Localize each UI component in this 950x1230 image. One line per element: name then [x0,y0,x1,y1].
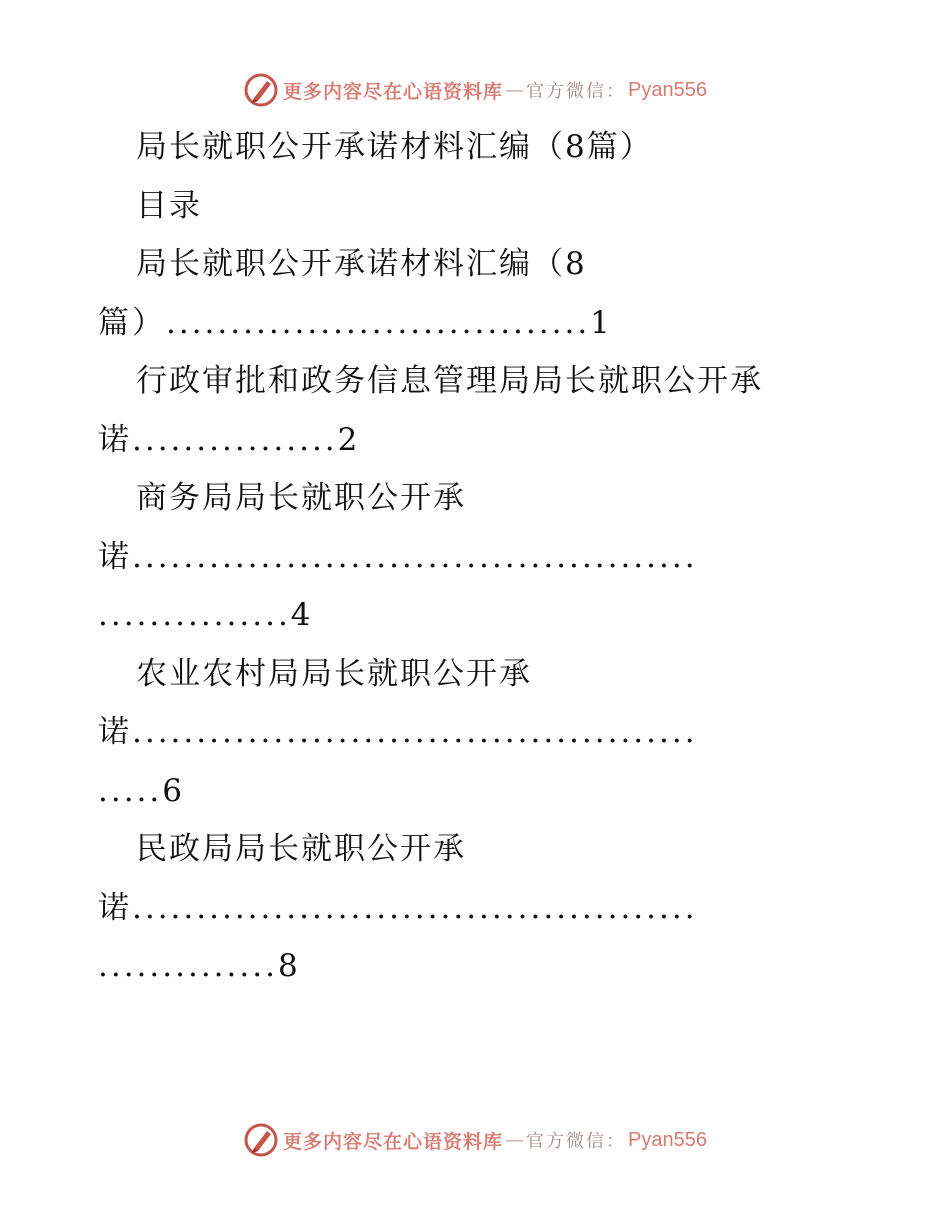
watermark-label: 官方微信： [526,81,627,102]
watermark-separator: — [505,1129,525,1151]
toc-entry-3-page: ...............4 [98,597,314,633]
document-body [98,118,858,996]
pen-logo-icon [243,1122,279,1158]
toc-entry-5-leader: 诺............................................ [98,889,698,926]
watermark-separator: — [505,79,525,101]
toc-entry-2-page: 诺................2 [98,421,361,458]
toc-heading: 目录 [136,187,202,224]
toc-entry-1-page: 篇）.................................1 [98,304,613,341]
watermark-id: Pyan556 [628,78,707,101]
toc-entry-4-page: .....6 [98,772,185,809]
toc-entry-2-title: 行政审批和政务信息管理局局长就职公开承 [136,363,763,399]
footer-watermark [0,1120,950,1160]
toc-entry-1-title: 局长就职公开承诺材料汇编（8 [136,246,587,282]
document-title: 局长就职公开承诺材料汇编（8篇） [136,129,653,165]
header-watermark [0,70,950,110]
toc-entry-4-title: 农业农村局局长就职公开承 [136,655,532,692]
toc-entry-4-leader: 诺............................................ [98,714,698,750]
toc-entry-5-page: ..............8 [98,948,301,984]
toc-entry-3-leader: 诺............................................ [98,538,698,575]
watermark-text: 更多内容尽在心语资料库 [283,80,504,103]
watermark-text: 更多内容尽在心语资料库 [283,1130,504,1153]
watermark-label: 官方微信： [526,1131,627,1152]
pen-logo-icon [243,72,279,108]
toc-entry-3-title: 商务局局长就职公开承 [136,480,466,516]
watermark-id: Pyan556 [628,1128,707,1151]
toc-entry-5-title: 民政局局长就职公开承 [136,831,466,867]
